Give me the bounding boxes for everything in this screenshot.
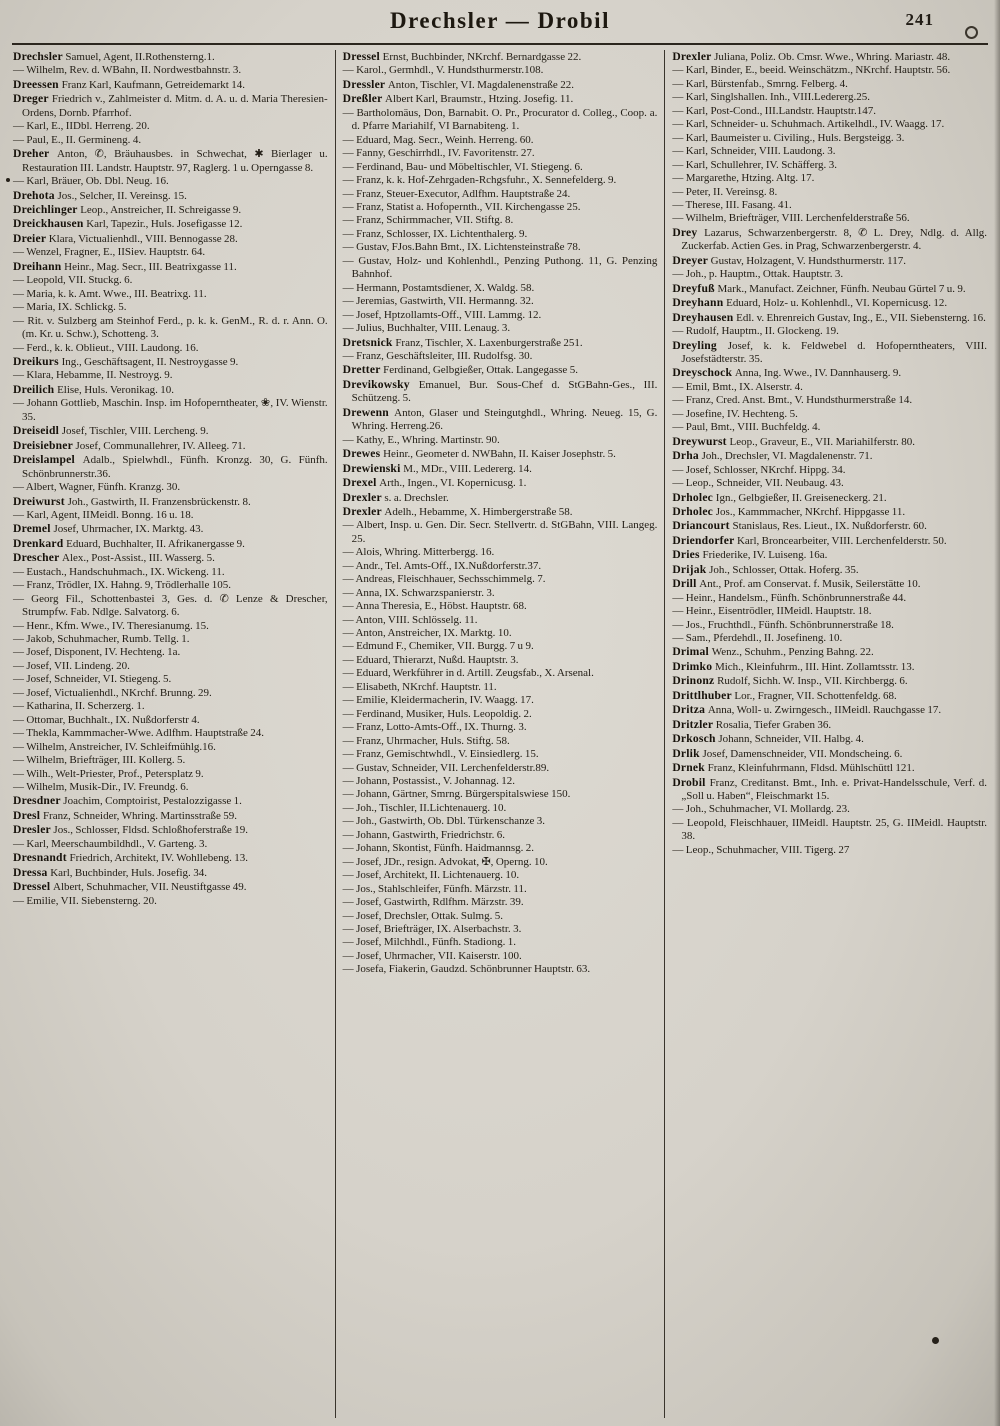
directory-entry: — Johann, Postassist., V. Johannag. 12. (342, 775, 515, 788)
directory-entry: Dreßler Albert Karl, Braumstr., Htzing. Josefig. 11. (342, 92, 574, 106)
directory-entry: — Josef, VII. Lindeng. 20. (13, 659, 130, 672)
directory-entry: — Heinr., Handelsm., Fünfh. Schönbrunnerstraße 44. (672, 591, 907, 604)
directory-entry: — Anton, VIII. Schlösselg. 11. (342, 613, 478, 626)
directory-entry: — Jos., Fruchthdl., Fünfh. Schönbrunnerstraße 18. (672, 618, 894, 631)
directory-entry: — Karl, Baumeister u. Civiling., Huls. Bergsteigg. 3. (672, 131, 905, 144)
directory-entry: — Emilie, VII. Siebensterng. 20. (13, 894, 157, 907)
directory-entry: — Rudolf, Hauptm., II. Glockeng. 19. (672, 325, 839, 338)
directory-entry: — Henr., Kfm. Wwe., IV. Theresianumg. 15. (13, 619, 209, 632)
directory-entry: — Margarethe, Htzing. Altg. 17. (672, 172, 815, 185)
entry-surname: Dresdner (13, 794, 64, 808)
directory-entry: — Franz, k. k. Hof-Zehrgaden-Rchgsfuhr., X. Sennefelderg. 9. (342, 174, 617, 187)
directory-entry: — Wenzel, Fragner, E., IISiev. Hauptstr. 64. (13, 246, 206, 259)
scan-artifact-dot (6, 178, 10, 182)
directory-entry: Drinonz Rudolf, Sichh. W. Insp., VII. Kirchbergg. 6. (672, 674, 908, 688)
directory-entry: — Franz, Cred. Anst. Bmt., V. Hundsthurmerstraße 14. (672, 394, 913, 407)
directory-entry: — Leop., Schuhmacher, VIII. Tigerg. 27 (672, 843, 850, 856)
directory-entry: Drechsler Samuel, Agent, II.Rothensterng.1. (13, 50, 215, 63)
entry-surname: Dreyling (672, 338, 728, 352)
directory-entry: Drlik Josef, Damenschneider, VII. Mondscheing. 6. (672, 746, 903, 760)
entry-surname: Dressel (13, 880, 53, 894)
directory-entry: — Josef, Schlosser, NKrchf. Hippg. 34. (672, 463, 846, 476)
directory-entry: Dressel Albert, Schuhmacher, VII. Neustiftgasse 49. (13, 880, 247, 894)
entry-surname: Dresler (13, 823, 54, 837)
entry-surname: Dreger (13, 92, 52, 106)
directory-entry: — Joh., Schuhmacher, VI. Mollardg. 23. (672, 803, 850, 816)
directory-entry: — Josef, Architekt, II. Lichtenauerg. 10. (342, 869, 520, 882)
entry-surname: Dreikurs (13, 354, 62, 368)
directory-entry: — Gustav, FJos.Bahn Bmt., IX. Lichtensteinstraße 78. (342, 241, 581, 254)
directory-entry: — Josef, Milchhdl., Fünfh. Stadiong. 1. (342, 936, 517, 949)
directory-entry: Dreyhann Eduard, Holz- u. Kohlenhdl., VI. Kopernicusg. 12. (672, 296, 948, 310)
directory-entry: Drimal Wenz., Schuhm., Penzing Bahng. 22. (672, 645, 874, 659)
directory-entry: Dreher Anton, ✆, Bräuhausbes. in Schwechat, ✱ Bierlager u. Restauration III. Landstr. Hauptstr. 97, Raglerg. 1 u. Operngasse 8. (13, 147, 328, 174)
entry-surname: Dreiwurst (13, 494, 68, 508)
entry-surname: Dremel (13, 522, 54, 536)
directory-entry: — Josef, Schneider, VI. Stiegeng. 5. (13, 673, 172, 686)
directory-entry: — Gustav, Schneider, VII. Lerchenfelderstr.89. (342, 761, 550, 774)
directory-entry: — Franz, Trödler, IX. Hahng. 9, Trödlerhalle 105. (13, 579, 232, 592)
entry-surname: Drehota (13, 188, 58, 202)
entry-surname: Drha (672, 449, 702, 463)
entry-surname: Dreier (13, 231, 49, 245)
directory-entry: — Karl, Bürstenfab., Smrng. Felberg. 4. (672, 77, 848, 90)
directory-entry: — Hermann, Postamtsdiener, X. Waldg. 58. (342, 281, 535, 294)
directory-entry: Drenkard Eduard, Buchhalter, II. Afrikanergasse 9. (13, 536, 245, 550)
directory-entry: Dreessen Franz Karl, Kaufmann, Getreidemarkt 14. (13, 77, 245, 91)
directory-entry: — Anna Theresia, E., Höbst. Hauptstr. 68. (342, 600, 527, 613)
directory-entry: — Franz, Schirmmacher, VII. Stiftg. 8. (342, 214, 514, 227)
directory-entry: — Josefine, IV. Hechteng. 5. (672, 407, 798, 420)
directory-entry: Drexler s. a. Drechsler. (342, 490, 449, 504)
page-header (14, 6, 986, 40)
directory-entry: — Johann, Gärtner, Smrng. Bürgerspitalswiese 150. (342, 788, 571, 801)
entry-surname: Dresl (13, 808, 43, 822)
directory-entry: — Franz, Schlosser, IX. Lichtenthalerg. 9. (342, 227, 528, 240)
directory-entry: — Joh., p. Hauptm., Ottak. Hauptstr. 3. (672, 268, 844, 281)
directory-entry: — Josef, Disponent, IV. Hechteng. 1a. (13, 646, 181, 659)
entry-surname: Dressel (342, 50, 383, 63)
directory-entry: Drimko Mich., Kleinfuhrm., III. Hint. Zollamtsstr. 13. (672, 659, 915, 673)
entry-surname: Driancourt (672, 519, 733, 533)
directory-entry: — Paul, Bmt., VIII. Buchfeldg. 4. (672, 421, 821, 434)
directory-entry: — Johann Gottlieb, Maschin. Insp. im Hofoperntheater, ❀, IV. Wienstr. 35. (13, 397, 328, 423)
directory-entry: — Leopold, Fleischhauer, IIMeidl. Hauptstr. 25, G. IIMeidl. Hauptstr. 38. (672, 816, 988, 843)
entry-surname: Dreßler (342, 92, 386, 106)
entry-surname: Dretter (342, 363, 384, 377)
directory-entry: — Leopold, VII. Stuckg. 6. (13, 274, 133, 287)
entry-surname: Drinonz (672, 674, 718, 688)
entry-surname: Drexler (342, 490, 385, 504)
entry-surname: Drexel (342, 476, 380, 490)
directory-entry: Drexler Adelh., Hebamme, X. Himbergerstraße 58. (342, 504, 573, 518)
entry-surname: Drnek (672, 761, 708, 775)
directory-entry: — Peter, II. Vereinsg. 8. (672, 185, 778, 198)
directory-entry: — Johann, Gastwirth, Friedrichstr. 6. (342, 828, 506, 841)
entry-surname: Drexler (342, 504, 385, 518)
directory-entry: Dretsnick Franz, Tischler, X. Laxenburgerstraße 251. (342, 335, 583, 349)
directory-entry: Dresdner Joachim, Comptoirist, Pestalozzigasse 1. (13, 794, 242, 808)
directory-entry: — Karl, E., IIDbl. Herreng. 20. (13, 120, 150, 133)
directory-entry: Dritzler Rosalia, Tiefer Graben 36. (672, 717, 832, 731)
directory-entry: Dreislampel Adalb., Spielwhdl., Fünfh. Kronzg. 30, G. Fünfh. Schönbrunnerstr.36. (13, 453, 328, 480)
directory-entry: — Karl, Binder, E., beeid. Weinschätzm., NKrchf. Hauptstr. 56. (672, 64, 951, 77)
directory-entry: — Wilhelm, Briefträger, III. Kollerg. 5. (13, 754, 186, 767)
directory-entry: Dretter Ferdinand, Gelbgießer, Ottak. Langegasse 5. (342, 363, 578, 377)
directory-entry: Drehota Jos., Selcher, II. Vereinsg. 15. (13, 188, 187, 202)
directory-entry: Drexler Juliana, Poliz. Ob. Cmsr. Wwe., Whring. Mariastr. 48. (672, 50, 951, 63)
directory-entry: Dreisiebner Josef, Communallehrer, IV. Alleeg. 71. (13, 438, 246, 452)
directory-entry: — Heinr., Eisentrödler, IIMeidl. Hauptstr. 18. (672, 605, 872, 618)
entry-surname: Drevikowsky (342, 377, 419, 391)
entry-surname: Drholec (672, 504, 716, 518)
directory-entry: — Karl, Bräuer, Ob. Dbl. Neug. 16. (13, 175, 169, 188)
directory-entry: — Sam., Pferdehdl., II. Josefineng. 10. (672, 632, 843, 645)
directory-entry: — Albert, Wagner, Fünfh. Kranzg. 30. (13, 481, 181, 494)
directory-columns (0, 48, 1000, 1418)
directory-entry: Drescher Alex., Post-Assist., III. Wasserg. 5. (13, 551, 215, 565)
directory-entry: — Alois, Whring. Mitterbergg. 16. (342, 546, 495, 559)
directory-entry: — Joh., Tischler, II.Lichtenauerg. 10. (342, 801, 507, 814)
directory-entry: — Josef, Drechsler, Ottak. Sulmg. 5. (342, 909, 504, 922)
directory-entry: Dreyling Josef, k. k. Feldwebel d. Hofoperntheaters, VIII. Josefstädterstr. 35. (672, 338, 988, 365)
directory-entry: — Bartholomäus, Don, Barnabit. O. Pr., Procurator d. Colleg., Coop. a. d. Pfarre Mariahilf, VI Barnabiteng. 1. (342, 106, 658, 133)
directory-entry: — Karl, Schneider- u. Schuhmach. Artikelhdl., IV. Waagg. 17. (672, 118, 945, 131)
directory-entry: Dreyhausen Edl. v. Ehrenreich Gustav, Ing., E., VII. Siebensterng. 16. (672, 310, 986, 324)
directory-entry: Drevikowsky Emanuel, Bur. Sous-Chef d. StGBahn-Ges., III. Schützeng. 5. (342, 377, 658, 405)
directory-entry: — Karl, Post-Cond., III.Landstr. Hauptstr.147. (672, 104, 876, 117)
directory-entry: — Julius, Buchhalter, VIII. Lenaug. 3. (342, 322, 511, 335)
directory-entry: Dressler Anton, Tischler, VI. Magdalenenstraße 22. (342, 77, 574, 91)
directory-entry: — Josef, Gastwirth, Rdlfhm. Märzstr. 39. (342, 896, 524, 909)
directory-entry: Drijak Joh., Schlosser, Ottak. Hoferg. 35. (672, 562, 859, 576)
entry-surname: Dressa (13, 865, 51, 879)
directory-entry: — Elisabeth, NKrchf. Hauptstr. 11. (342, 680, 497, 693)
directory-entry: — Emil, Bmt., IX. Alserstr. 4. (672, 380, 803, 393)
directory-entry: — Thekla, Kammmacher-Wwe. Adlfhm. Hauptstraße 24. (13, 727, 265, 740)
directory-entry: Dressel Ernst, Buchbinder, NKrchf. Bernardgasse 22. (342, 50, 582, 63)
entry-surname: Drewes (342, 447, 384, 461)
directory-entry: — Anton, Anstreicher, IX. Marktg. 10. (342, 627, 512, 640)
directory-entry: — Franz, Steuer-Executor, Adlfhm. Hauptstraße 24. (342, 187, 571, 200)
directory-entry: Dremel Josef, Uhrmacher, IX. Marktg. 43. (13, 522, 204, 536)
entry-surname: Drobil (672, 775, 710, 789)
scan-artifact-dot (932, 1337, 939, 1344)
directory-entry: — Wilhelm, Rev. d. WBahn, II. Nordwestbahnstr. 3. (13, 64, 242, 77)
directory-entry: Drewienski M., MDr., VIII. Ledererg. 14. (342, 461, 532, 475)
entry-surname: Dreickhausen (13, 217, 87, 231)
entry-surname: Drenkard (13, 536, 67, 550)
directory-entry: — Josef, Hptzollamts-Off., VIII. Lammg. 12. (342, 308, 542, 321)
page-number: 241 (905, 10, 934, 29)
directory-column-2 (335, 50, 665, 1418)
directory-entry: Dritza Anna, Woll- u. Zwirngesch., IIMeidl. Rauchgasse 17. (672, 703, 942, 717)
directory-entry: — Karl, Meerschaumbildhdl., V. Garteng. 3. (13, 837, 208, 850)
directory-entry: — Paul, E., II. Germineng. 4. (13, 133, 142, 146)
directory-entry: — Jeremias, Gastwirth, VII. Hermanng. 32. (342, 295, 534, 308)
entry-surname: Dreyfuß (672, 281, 718, 295)
directory-entry: Drey Lazarus, Schwarzenbergerstr. 8, ✆ L. Drey, Ndlg. d. Allg. Zuckerfab. Actien Ges. in Prag, Schwarzenbergerstr. 4. (672, 225, 988, 253)
directory-entry: Dreihann Heinr., Mag. Secr., III. Beatrixgasse 11. (13, 259, 237, 273)
entry-surname: Dreyhausen (672, 310, 737, 324)
directory-entry: Drha Joh., Drechsler, VI. Magdalenenstr. 71. (672, 449, 873, 463)
directory-entry: Dresnandt Friedrich, Architekt, IV. Wohllebeng. 13. (13, 851, 249, 865)
directory-entry: Drexel Arth., Ingen., VI. Kopernicusg. 1. (342, 476, 527, 490)
directory-entry: — Johann, Skontist, Fünfh. Haidmannsg. 2. (342, 842, 535, 855)
entry-surname: Dresnandt (13, 851, 70, 865)
scan-artifact-ring (965, 26, 978, 39)
directory-entry: Dreikurs Ing., Geschäftsagent, II. Nestroygasse 9. (13, 354, 239, 368)
directory-entry: Dressa Karl, Buchbinder, Huls. Josefig. 34. (13, 865, 207, 879)
entry-surname: Dreyhann (672, 296, 727, 310)
directory-entry: Dreyer Gustav, Holzagent, V. Hundsthurmerstr. 117. (672, 253, 906, 267)
directory-entry: Dreywurst Leop., Graveur, E., VII. Mariahilferstr. 80. (672, 434, 915, 448)
entry-surname: Dritza (672, 703, 708, 717)
entry-surname: Dreessen (13, 77, 62, 91)
entry-surname: Dries (672, 548, 703, 562)
directory-entry: — Edmund F., Chemiker, VII. Burgg. 7 u 9. (342, 640, 534, 653)
directory-entry: — Maria, IX. Schlickg. 5. (13, 301, 127, 314)
directory-entry: — Franz, Gemischtwhdl., V. Einsiedlerg. 15. (342, 748, 539, 761)
directory-entry: — Kathy, E., Whring. Martinstr. 90. (342, 433, 500, 446)
directory-entry: Drewes Heinr., Geometer d. NWBahn, II. Kaiser Josephstr. 5. (342, 447, 616, 461)
directory-entry: Dreyfuß Mark., Manufact. Zeichner, Fünfh. Neubau Gürtel 7 u. 9. (672, 281, 966, 295)
entry-surname: Dreyer (672, 253, 711, 267)
directory-entry: Dreilich Elise, Huls. Veronikag. 10. (13, 382, 175, 396)
directory-entry: Dreier Klara, Victualienhdl., VIII. Bennogasse 28. (13, 231, 238, 245)
directory-entry: — Franz, Statist a. Hofopernth., VII. Kirchengasse 25. (342, 200, 581, 213)
directory-entry: — Josef, JDr., resign. Advokat, ✠, Operng. 10. (342, 855, 548, 868)
directory-entry: — Josef, Briefträger, IX. Alserbachstr. 3. (342, 923, 522, 935)
directory-entry: — Wilhelm, Anstreicher, IV. Schleifmühlg.16. (13, 740, 216, 753)
directory-entry: Dreyschock Anna, Ing. Wwe., IV. Dannhauserg. 9. (672, 366, 902, 380)
entry-surname: Dreihann (13, 259, 65, 273)
directory-entry: — Karl, Schneider, VIII. Laudong. 3. (672, 145, 836, 158)
directory-entry: Drobil Franz, Creditanst. Bmt., Inh. e. Privat-Handelsschule, Verf. d. „Soll u. Haben“, Fleischmarkt 15. (672, 775, 988, 803)
header-rule (12, 43, 988, 45)
directory-entry: — Rit. v. Sulzberg am Steinhof Ferd., p. k. k. GenM., R. d. r. Ann. O. (m. Kr. u. Schw.), Schotteng. 3. (13, 314, 328, 341)
entry-surname: Drlik (672, 746, 703, 760)
entry-surname: Dretsnick (342, 335, 396, 349)
directory-entry: Dreiseidl Josef, Tischler, VIII. Lercheng. 9. (13, 424, 209, 438)
directory-entry: — Ferd., k. k. Oblieut., VIII. Laudong. 16. (13, 341, 199, 354)
directory-entry: Dreiwurst Joh., Gastwirth, II. Franzensbrückenstr. 8. (13, 494, 251, 508)
directory-entry: — Albert, Insp. u. Gen. Dir. Secr. Stellvertr. d. StGBahn, VIII. Langeg. 25. (342, 519, 658, 545)
entry-surname: Drewenn (342, 405, 395, 419)
directory-entry: — Joh., Gastwirth, Ob. Dbl. Türkenschanze 3. (342, 815, 546, 828)
directory-entry: — Josef, Victualienhdl., NKrchf. Brunng. 29. (13, 686, 212, 699)
entry-surname: Dreywurst (672, 434, 730, 448)
directory-entry: Driancourt Stanislaus, Res. Lieut., IX. Nußdorferstr. 60. (672, 519, 927, 533)
entry-surname: Dreichlinger (13, 202, 81, 216)
directory-entry: — Ottomar, Buchhalt., IX. Nußdorferstr 4. (13, 713, 200, 726)
entry-surname: Dressler (342, 77, 388, 91)
directory-entry: Drill Ant., Prof. am Conservat. f. Musik, Seilerstätte 10. (672, 577, 921, 591)
entry-surname: Drechsler (13, 50, 66, 63)
entry-surname: Drescher (13, 551, 62, 565)
directory-entry: Dreger Friedrich v., Zahlmeister d. Mitm. d. A. u. d. Maria Theresien-Ordens, Dornb. Pfarrhof. (13, 92, 328, 119)
directory-entry: — Franz, Geschäftsleiter, III. Rudolfsg. 30. (342, 349, 533, 362)
directory-entry: — Franz, Uhrmacher, Huls. Stiftg. 58. (342, 734, 510, 747)
directory-entry: Dresler Jos., Schlosser, Fldsd. Schloßhoferstraße 19. (13, 823, 249, 837)
directory-entry: Drkosch Johann, Schneider, VII. Halbg. 4. (672, 732, 864, 746)
directory-entry: — Klara, Hebamme, II. Nestroyg. 9. (13, 369, 173, 382)
directory-entry: Drittlhuber Lor., Fragner, VII. Schottenfeldg. 68. (672, 688, 897, 702)
directory-entry: — Leop., Schneider, VII. Neubaug. 43. (672, 477, 844, 490)
directory-entry: — Jos., Stahlschleifer, Fünfh. Märzstr. 11. (342, 882, 527, 895)
directory-entry: — Karl, Singlshallen. Inh., VIII.Ledererg.25. (672, 91, 871, 104)
directory-column-1 (6, 50, 335, 1418)
directory-entry: Dreickhausen Karl, Tapezir., Huls. Josefigasse 12. (13, 217, 243, 231)
directory-entry: — Franz, Lotto-Amts-Off., IX. Thurng. 3. (342, 721, 527, 734)
entry-surname: Driendorfer (672, 533, 737, 547)
entry-surname: Drholec (672, 490, 716, 504)
entry-surname: Dreilich (13, 382, 58, 396)
directory-entry: Drewenn Anton, Glaser und Steingutghdl., Whring. Neueg. 15, G. Whring. Herreng.26. (342, 405, 658, 433)
directory-entry: — Wilhelm, Briefträger, VIII. Lerchenfelderstraße 56. (672, 212, 910, 225)
directory-entry: — Eduard, Thierarzt, Nußd. Hauptstr. 3. (342, 653, 519, 666)
directory-entry: — Fanny, Geschirrhdl., IV. Favoritenstr. 27. (342, 147, 535, 160)
directory-entry: — Karl, Agent, IIMeidl. Bonng. 16 u. 18. (13, 508, 194, 521)
directory-column-3 (664, 50, 994, 1418)
directory-entry: Driendorfer Karl, Broncearbeiter, VIII. Lerchenfelderstr. 50. (672, 533, 947, 547)
directory-entry: Dresl Franz, Schneider, Whring. Martinsstraße 59. (13, 808, 238, 822)
directory-entry: Drnek Franz, Kleinfuhrmann, Fldsd. Mühlschüttl 121. (672, 761, 915, 775)
entry-surname: Drexler (672, 50, 715, 63)
directory-entry: — Eduard, Werkführer in d. Artill. Zeugsfab., X. Arsenal. (342, 667, 594, 680)
directory-entry: — Georg Fil., Schottenbastei 3, Ges. d. ✆ Lenze & Drescher, Strumpfw. Fab. Ndlge. Salvatorg. 6. (13, 592, 328, 619)
entry-surname: Drkosch (672, 732, 719, 746)
directory-entry: Drholec Jos., Kammmacher, NKrchf. Hippgasse 11. (672, 504, 906, 518)
directory-entry: — Josef, Uhrmacher, VII. Kaiserstr. 100. (342, 949, 522, 962)
entry-surname: Drill (672, 577, 700, 591)
entry-surname: Drimal (672, 645, 712, 659)
directory-entry: — Karl, Schullehrer, IV. Schäfferg. 3. (672, 158, 837, 171)
entry-surname: Dreyschock (672, 366, 735, 380)
directory-entry: — Andr., Tel. Amts-Off., IX.Nußdorferstr.37. (342, 559, 542, 572)
directory-entry: — Eustach., Handschuhmach., IX. Wickeng. 11. (13, 565, 225, 578)
entry-surname: Drimko (672, 659, 715, 673)
directory-entry: Drholec Ign., Gelbgießer, II. Greiseneckerg. 21. (672, 490, 887, 504)
directory-entry: — Jakob, Schuhmacher, Rumb. Tellg. 1. (13, 633, 190, 646)
directory-entry: — Josefa, Fiakerin, Gaudzd. Schönbrunner Hauptstr. 63. (342, 963, 591, 976)
entry-surname: Dreiseidl (13, 424, 62, 438)
directory-entry: — Ferdinand, Musiker, Huls. Leopoldig. 2. (342, 707, 532, 720)
directory-entry: — Ferdinand, Bau- und Möbeltischler, VI. Stiegeng. 6. (342, 160, 583, 173)
entry-surname: Dreher (13, 147, 57, 161)
directory-entry: — Katharina, II. Scherzerg. 1. (13, 700, 145, 713)
directory-entry: — Maria, k. k. Amt. Wwe., III. Beatrixg. 11. (13, 287, 207, 300)
directory-entry: — Emilie, Kleidermacherin, IV. Waagg. 17. (342, 694, 534, 707)
directory-entry: — Wilhelm, Musik-Dir., IV. Freundg. 6. (13, 781, 189, 794)
page-header-title: Drechsler — Drobil (390, 8, 610, 33)
directory-entry: — Anna, IX. Schwarzspanierstr. 3. (342, 586, 495, 599)
entry-surname: Dreisiebner (13, 438, 76, 452)
directory-entry: — Wilh., Welt-Priester, Prof., Petersplatz 9. (13, 767, 204, 780)
directory-entry: — Gustav, Holz- und Kohlenhdl., Penzing Puthong. 11, G. Penzing Bahnhof. (342, 254, 658, 281)
entry-surname: Drijak (672, 562, 710, 576)
entry-surname: Dreislampel (13, 453, 83, 467)
entry-surname: Dritzler (672, 717, 716, 731)
entry-surname: Drittlhuber (672, 688, 735, 702)
entry-surname: Drey (672, 225, 705, 239)
directory-entry: — Therese, III. Fasang. 41. (672, 198, 792, 211)
directory-entry: — Andreas, Fleischhauer, Sechsschimmelg. 7. (342, 573, 546, 586)
directory-entry: — Eduard, Mag. Secr., Weinh. Herreng. 60. (342, 133, 534, 146)
entry-surname: Drewienski (342, 461, 404, 475)
directory-entry: — Karol., Germhdl., V. Hundsthurmerstr.108. (342, 64, 544, 77)
directory-entry: Dreichlinger Leop., Anstreicher, II. Schreigasse 9. (13, 202, 242, 216)
directory-entry: Dries Friederike, IV. Luiseng. 16a. (672, 548, 828, 562)
